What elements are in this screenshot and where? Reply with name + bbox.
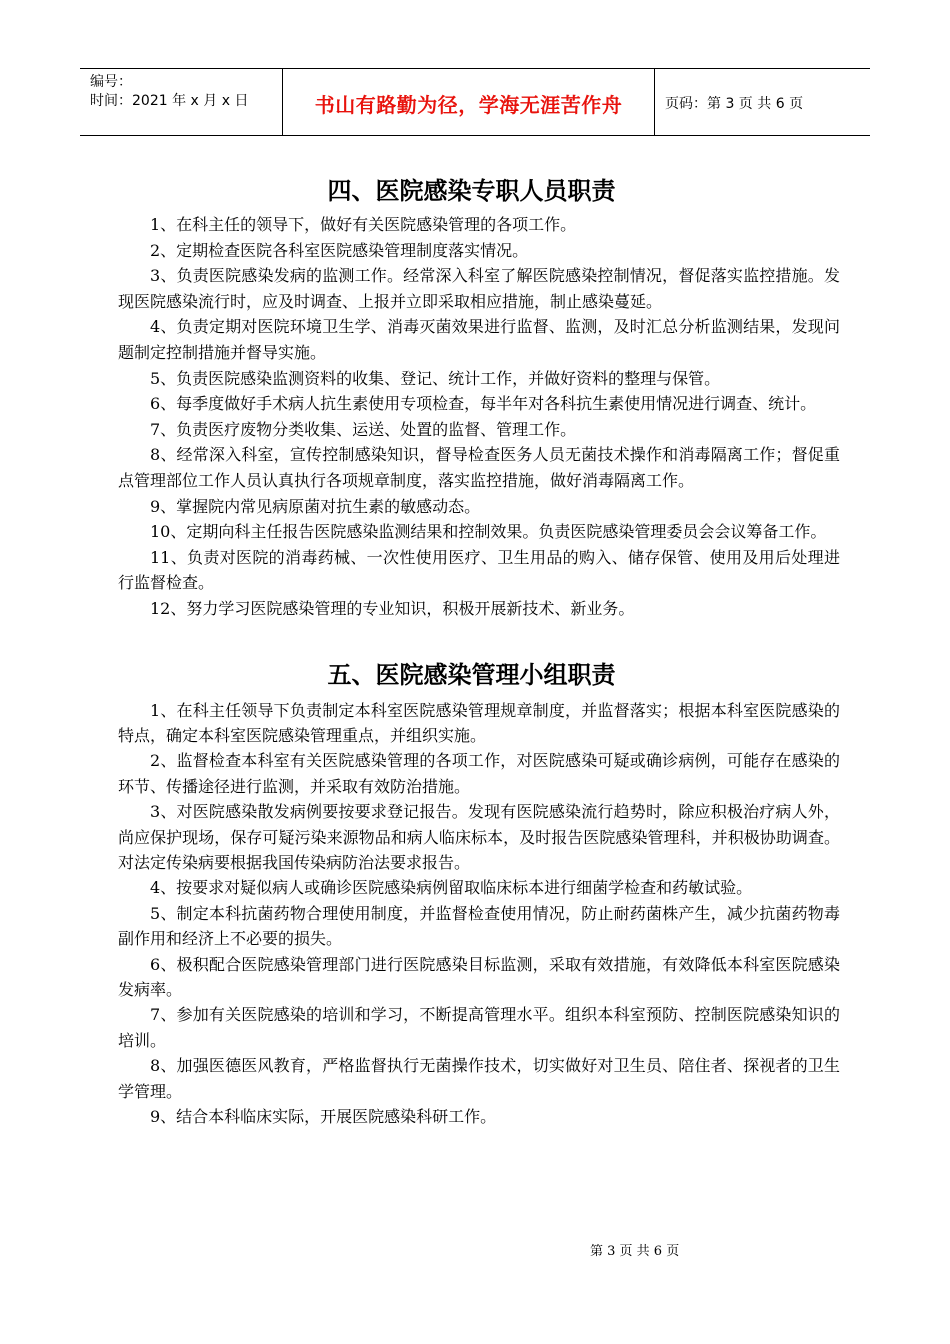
section-4-item: 7、负责医疗废物分类收集、运送、处置的监督、管理工作。 <box>150 419 577 439</box>
section-4-item: 8、经常深入科室，宣传控制感染知识，督导检查医务人员无菌技术操作和消毒隔离工作；督促重点管理部位工作人员认真执行各项规章制度，落实监控措施，做好消毒隔离工作。 <box>118 445 840 490</box>
section-5-item: 7、参加有关医院感染的培训和学习，不断提高管理水平。组织本科室预防、控制医院感染知识的培训。 <box>118 1005 840 1050</box>
section-5-item: 2、监督检查本科室有关医院感染管理的各项工作，对医院感染可疑或确诊病例，可能存在感染的环节、传播途径进行监测，并采取有效防治措施。 <box>118 751 840 796</box>
section-4-item: 5、负责医院感染监测资料的收集、登记、统计工作，并做好资料的整理与保管。 <box>150 368 721 388</box>
document-body <box>118 170 840 1129</box>
section-5-item: 5、制定本科抗菌药物合理使用制度，并监督检查使用情况，防止耐药菌株产生，减少抗菌药物毒副作用和经济上不必要的损失。 <box>118 903 840 949</box>
section-4-item: 6、每季度做好手术病人抗生素使用专项检查，每半年对各科抗生素使用情况进行调查、统计。 <box>150 394 817 414</box>
document-time-label: 时间：2021 年 x 月 x 日 <box>90 93 249 109</box>
section-5-item: 4、按要求对疑似病人或确诊医院感染病例留取临床标本进行细菌学检查和药敏试验。 <box>150 878 753 898</box>
section-4-item: 2、定期检查医院各科室医院感染管理制度落实情况。 <box>150 240 529 260</box>
header-page-cell <box>655 69 870 135</box>
section-5-item: 9、结合本科临床实际，开展医院感染科研工作。 <box>150 1107 497 1126</box>
section-5-list <box>118 698 840 1130</box>
header-motto-cell <box>283 69 655 135</box>
section-4-item: 11、负责对医院的消毒药械、一次性使用医疗、卫生用品的购入、储存保管、使用及用后处理进行监督检查。 <box>118 547 840 593</box>
header-table <box>80 68 870 136</box>
section-5-item: 1、在科主任领导下负责制定本科室医院感染管理规章制度，并监督落实；根据本科室医院感染的特点，确定本科室医院感染管理重点，并组织实施。 <box>118 700 840 745</box>
section-4-item: 9、掌握院内常见病原菌对抗生素的敏感动态。 <box>150 496 481 516</box>
section-4-item: 4、负责定期对医院环境卫生学、消毒灭菌效果进行监督、监测，及时汇总分析监测结果，发现问题制定控制措施并督导实施。 <box>118 317 840 362</box>
document-number-label: 编号： <box>90 74 132 90</box>
section-4-item: 3、负责医院感染发病的监测工作。经常深入科室了解医院感染控制情况，督促落实监控措施。发现医院感染流行时，应及时调查、上报并立即采取相应措施，制止感染蔓延。 <box>118 266 840 311</box>
section-4-item: 10、定期向科主任报告医院感染监测结果和控制效果。负责医院感染管理委员会会议筹备工作。 <box>150 522 827 542</box>
section-title-5: 五、医院感染管理小组职责 <box>327 660 616 689</box>
section-title-4: 四、医院感染专职人员职责 <box>327 177 616 205</box>
header-page-code: 页码：第 3 页 共 6 页 <box>665 95 804 112</box>
section-4-item: 12、努力学习医院感染管理的专业知识，积极开展新技术、新业务。 <box>150 598 635 618</box>
section-5-item: 6、极积配合医院感染管理部门进行医院感染目标监测，采取有效措施，有效降低本科室医院感染发病率。 <box>118 954 840 999</box>
section-4-list <box>118 212 840 622</box>
section-5-item: 8、加强医德医风教育，严格监督执行无菌操作技术，切实做好对卫生员、陪住者、探视者的卫生学管理。 <box>118 1056 840 1101</box>
section-5-item: 3、对医院感染散发病例要按要求登记报告。发现有医院感染流行趋势时，除应积极治疗病人外，尚应保护现场，保存可疑污染来源物品和病人临床标本，及时报告医院感染管理科，并积极协助调查。对法定传染病要根据我国传染病防治法要求报告。 <box>118 802 840 872</box>
section-4-item: 1、在科主任的领导下，做好有关医院感染管理的各项工作。 <box>150 215 577 234</box>
header-motto: 书山有路勤为径，学海无涯苦作舟 <box>314 92 623 117</box>
page-footer: 第 3 页 共 6 页 <box>590 1244 680 1259</box>
header-meta-cell <box>80 69 283 135</box>
